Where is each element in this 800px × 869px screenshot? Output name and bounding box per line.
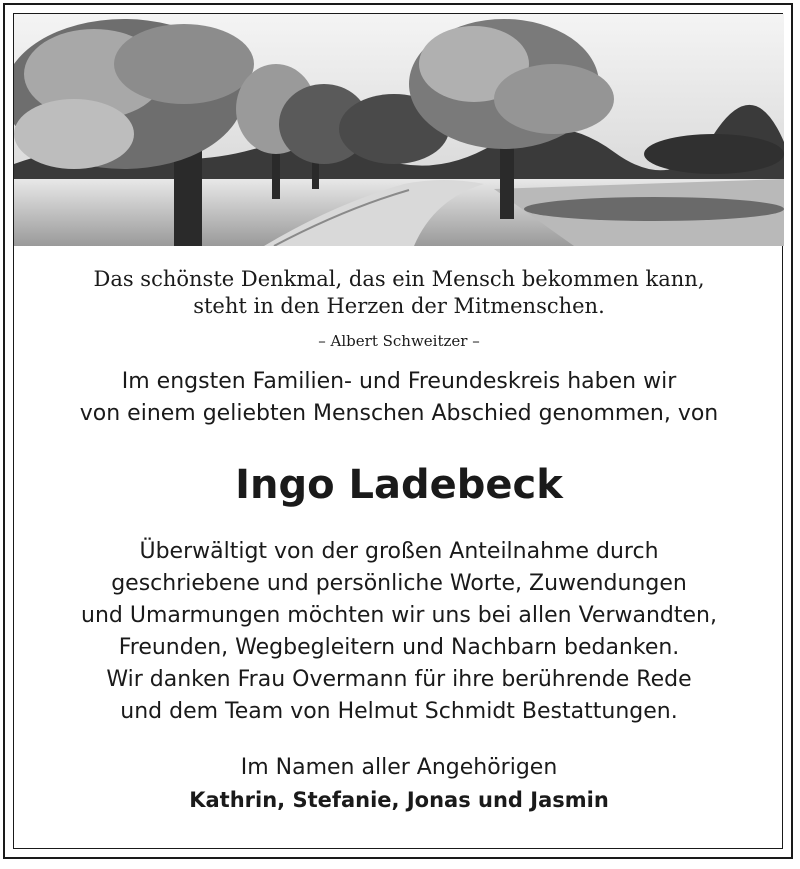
landscape-illustration <box>14 14 784 246</box>
deceased-name: Ingo Ladebeck <box>235 462 563 508</box>
quote <box>14 266 784 320</box>
thanks-line: und Umarmungen möchten wir uns bei allen Verwandten, <box>81 603 717 628</box>
quote-line: steht in den Herzen der Mitmenschen. <box>193 294 605 318</box>
landscape-photo <box>14 14 784 246</box>
thanks-line: und dem Team von Helmut Schmidt Bestattungen. <box>120 699 678 724</box>
quote-author: – Albert Schweitzer – <box>318 332 480 350</box>
intro-line: von einem geliebten Menschen Abschied genommen, von <box>79 401 719 426</box>
intro-text <box>14 366 784 430</box>
intro-line: Im engsten Familien- und Freundeskreis haben wir <box>121 369 677 394</box>
thanks-line: geschriebene und persönliche Worte, Zuwendungen <box>111 571 687 596</box>
signoff: Im Namen aller Angehörigen <box>240 755 558 780</box>
quote-line: Das schönste Denkmal, das ein Mensch bekommen kann, <box>93 267 705 291</box>
thanks-line: Überwältigt von der großen Anteilnahme durch <box>139 539 659 564</box>
thanks-line: Wir danken Frau Overmann für ihre berührende Rede <box>106 667 692 692</box>
thanks-line: Freunden, Wegbegleitern und Nachbarn bedanken. <box>118 635 680 660</box>
signatories: Kathrin, Stefanie, Jonas und Jasmin <box>189 788 609 812</box>
thanks-text <box>14 536 784 728</box>
